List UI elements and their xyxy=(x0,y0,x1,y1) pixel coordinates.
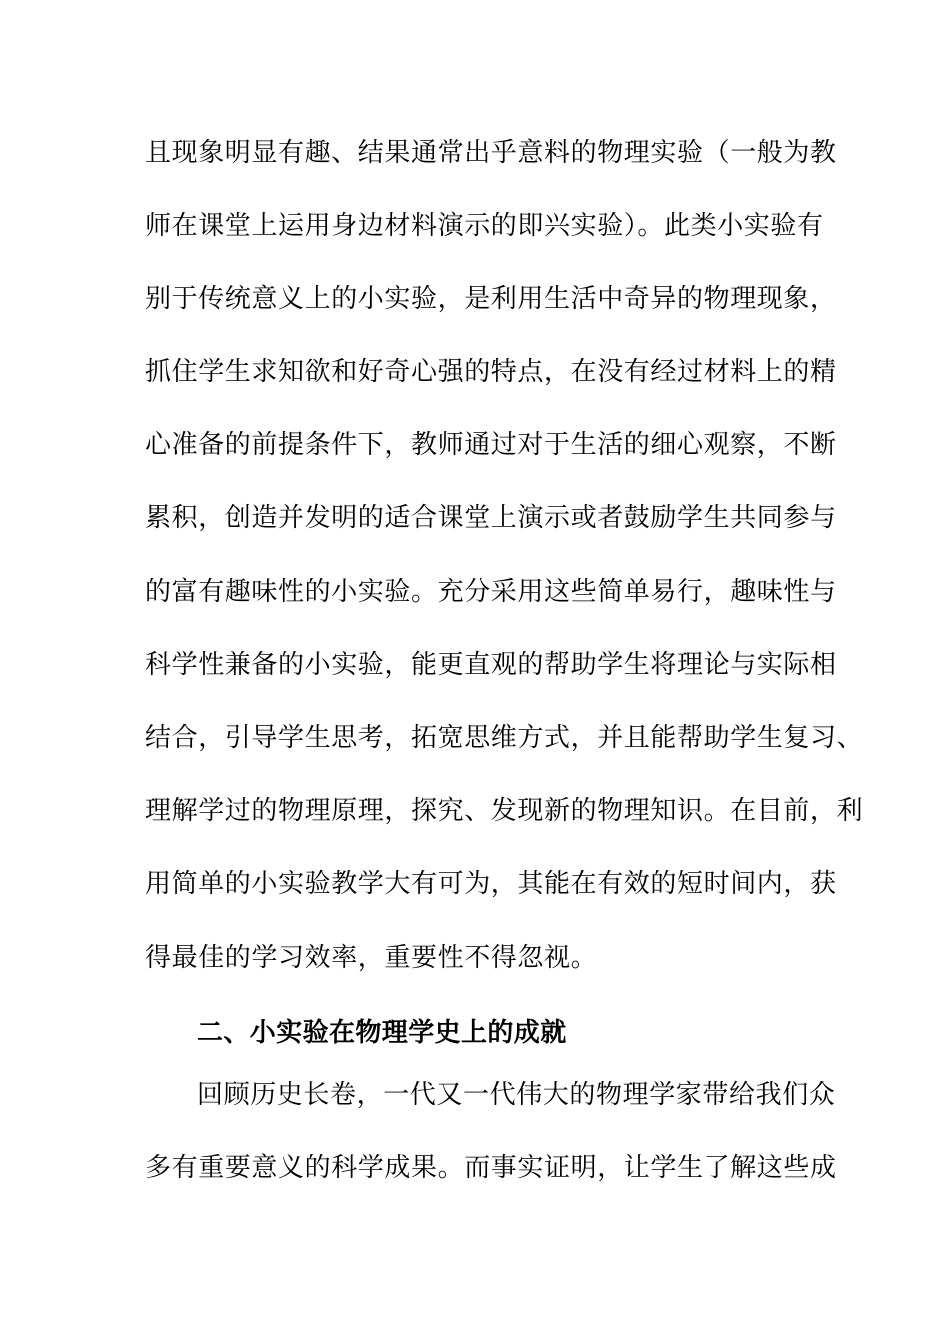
paragraph-line: 得最佳的学习效率，重要性不得忽视。 xyxy=(145,943,598,973)
paragraph-line: 师在课堂上运用身边材料演示的即兴实验）。此类小实验有 xyxy=(145,211,824,241)
paragraph-line: 结合，引导学生思考，拓宽思维方式，并且能帮助学生复习、 xyxy=(145,723,864,753)
paragraph-line: 用简单的小实验教学大有可为，其能在有效的短时间内，获 xyxy=(145,869,837,899)
section-heading: 二、小实验在物理学史上的成就 xyxy=(197,1018,567,1048)
paragraph-line: 累积，创造并发明的适合课堂上演示或者鼓励学生共同参与 xyxy=(145,503,837,533)
paragraph-line: 的富有趣味性的小实验。充分采用这些简单易行，趣味性与 xyxy=(145,577,837,607)
paragraph-line: 理解学过的物理原理，探究、发现新的物理知识。在目前，利 xyxy=(145,796,864,826)
paragraph-line: 科学性兼备的小实验，能更直观的帮助学生将理论与实际相 xyxy=(145,650,837,680)
paragraph-line: 且现象明显有趣、结果通常出乎意料的物理实验（一般为教 xyxy=(145,138,837,168)
paragraph-line: 心准备的前提条件下，教师通过对于生活的细心观察，不断 xyxy=(145,430,837,460)
paragraph-line: 抓住学生求知欲和好奇心强的特点，在没有经过材料上的精 xyxy=(145,357,837,387)
paragraph-line: 回顾历史长卷，一代又一代伟大的物理学家带给我们众 xyxy=(197,1080,836,1110)
paragraph-line: 别于传统意义上的小实验，是利用生活中奇异的物理现象， xyxy=(145,284,837,314)
paragraph-line: 多有重要意义的科学成果。而事实证明，让学生了解这些成 xyxy=(145,1153,837,1183)
